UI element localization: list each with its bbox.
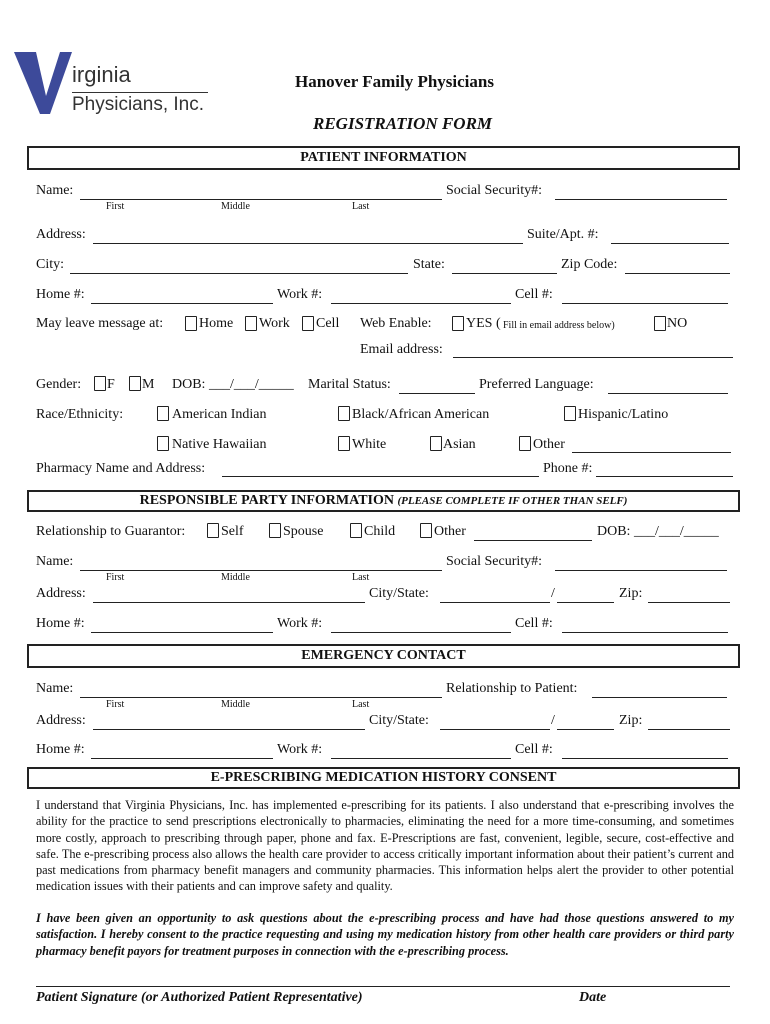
marital-field[interactable] (399, 393, 475, 394)
consent-agreement-text: I have been given an opportunity to ask questions about the e-prescribing process and have had those questions answered to my satisfaction. I hereby consent to the practice requesting and using my medication history from other health care providers or third party pharmacy benefit payors for treatment purposes in connection with the e-prescribing process. (36, 911, 734, 958)
gender-f-checkbox[interactable] (94, 376, 106, 391)
consent-header: E-PRESCRIBING MEDICATION HISTORY CONSENT (27, 767, 740, 789)
spouse-label: Spouse (283, 524, 324, 539)
child-checkbox[interactable] (350, 523, 362, 538)
other-guarantor-field[interactable] (474, 540, 592, 541)
responsible-party-title: RESPONSIBLE PARTY INFORMATION (139, 493, 394, 508)
black-checkbox[interactable] (338, 406, 350, 421)
spouse-checkbox[interactable] (269, 523, 281, 538)
rp-city-state-slash: / (551, 586, 555, 601)
rp-name-field[interactable] (80, 570, 442, 571)
state-field[interactable] (452, 273, 557, 274)
rp-state-field[interactable] (557, 602, 614, 603)
language-label: Preferred Language: (479, 377, 594, 392)
black-label: Black/African American (352, 407, 490, 422)
asian-checkbox[interactable] (430, 436, 442, 451)
child-label: Child (364, 524, 396, 539)
consent-agreement (36, 910, 734, 959)
other-guarantor-label: Other (434, 524, 466, 539)
rp-name-label: Name: (36, 554, 74, 569)
ec-city-state-label: City/State: (369, 713, 429, 728)
pharmacy-phone-field[interactable] (596, 476, 733, 477)
dob-label[interactable]: DOB: ___/___/_____ (172, 377, 294, 392)
ec-city-field[interactable] (440, 729, 550, 730)
language-field[interactable] (608, 393, 728, 394)
ec-relationship-field[interactable] (592, 697, 727, 698)
home-phone-label: Home #: (36, 287, 85, 302)
msg-cell-checkbox[interactable] (302, 316, 314, 331)
rp-address-label: Address: (36, 586, 86, 601)
other-race-field[interactable] (572, 452, 731, 453)
state-label: State: (413, 257, 445, 272)
city-label: City: (36, 257, 65, 272)
rp-work-label: Work #: (277, 616, 323, 631)
consent-text: I understand that Virginia Physicians, Inc. has implemented e-prescribing for its patients. I also understand that e-prescribing involves the ability for the practice to send prescriptions electronically to pharmacies, eliminating the need for a more time-consuming, and sometimes more costly, approach to prescribing through paper, phone and fax. E-Prescriptions are fast, convenient, legible, secure, cost-effective and safe. The e-prescribing process also allows the health care provider to access critically important information about their patient’s current and past medications from pharmacy benefit managers and community pharmacies. This information helps alert the provider to other potential medication issues with their patients and can improve safety and quality. (36, 798, 734, 894)
ec-zip-field[interactable] (648, 729, 730, 730)
asian-label: Asian (443, 437, 476, 452)
rp-home-label: Home #: (36, 616, 85, 631)
middle-label: Middle (221, 201, 250, 212)
rp-city-state-label: City/State: (369, 586, 429, 601)
hispanic-checkbox[interactable] (564, 406, 576, 421)
emergency-contact-header: EMERGENCY CONTACT (27, 644, 740, 668)
american-indian-label: American Indian (172, 407, 267, 422)
rp-zip-field[interactable] (648, 602, 730, 603)
logo-v-mark (14, 48, 74, 118)
address-field[interactable] (93, 243, 523, 244)
web-yes-note: Fill in email address below) (503, 320, 615, 331)
ec-zip-label: Zip: (619, 713, 643, 728)
msg-home-checkbox[interactable] (185, 316, 197, 331)
address-label: Address: (36, 227, 86, 242)
gender-m-label: M (142, 377, 155, 392)
rp-ssn-label: Social Security#: (446, 554, 543, 569)
self-label: Self (221, 524, 244, 539)
ec-address-field[interactable] (93, 729, 365, 730)
work-phone-label: Work #: (277, 287, 323, 302)
responsible-party-header (27, 490, 740, 512)
city-field[interactable] (70, 273, 408, 274)
logo-line2: Physicians, Inc. (72, 94, 204, 115)
hawaiian-checkbox[interactable] (157, 436, 169, 451)
rp-city-field[interactable] (440, 602, 550, 603)
leave-message-label: May leave message at: (36, 316, 164, 331)
suite-label: Suite/Apt. #: (527, 227, 599, 242)
msg-work-checkbox[interactable] (245, 316, 257, 331)
rp-address-field[interactable] (93, 602, 365, 603)
rp-middle-label: Middle (221, 572, 250, 583)
relationship-guarantor-label: Relationship to Guarantor: (36, 524, 186, 539)
rp-home-field[interactable] (91, 632, 273, 633)
ssn-field[interactable] (555, 199, 727, 200)
cell-phone-field[interactable] (562, 303, 728, 304)
web-yes-label: YES ( (466, 316, 501, 331)
date-label: Date (579, 990, 607, 1005)
rp-zip-label: Zip: (619, 586, 643, 601)
american-indian-checkbox[interactable] (157, 406, 169, 421)
pharmacy-label: Pharmacy Name and Address: (36, 461, 206, 476)
email-label: Email address: (360, 342, 443, 357)
ec-work-field[interactable] (331, 758, 511, 759)
ec-work-label: Work #: (277, 742, 323, 757)
rp-ssn-field[interactable] (555, 570, 727, 571)
home-phone-field[interactable] (91, 303, 273, 304)
other-race-checkbox[interactable] (519, 436, 531, 451)
zip-label: Zip Code: (561, 257, 618, 272)
cell-phone-label: Cell #: (515, 287, 553, 302)
other-guarantor-checkbox[interactable] (420, 523, 432, 538)
practice-name: Hanover Family Physicians (295, 72, 494, 91)
ec-address-label: Address: (36, 713, 86, 728)
rp-cell-field[interactable] (562, 632, 728, 633)
rp-last-label: Last (352, 572, 370, 583)
first-label: First (106, 201, 125, 212)
email-field[interactable] (453, 357, 733, 358)
patient-name-field[interactable] (80, 199, 442, 200)
ec-home-label: Home #: (36, 742, 85, 757)
consent-paragraph (36, 797, 734, 895)
work-phone-field[interactable] (331, 303, 511, 304)
last-label: Last (352, 201, 370, 212)
ec-cell-field[interactable] (562, 758, 728, 759)
hawaiian-label: Native Hawaiian (172, 437, 267, 452)
ec-name-label: Name: (36, 681, 74, 696)
form-title: REGISTRATION FORM (313, 114, 493, 133)
pharmacy-phone-label: Phone #: (543, 461, 593, 476)
zip-field[interactable] (625, 273, 730, 274)
ssn-label: Social Security#: (446, 183, 543, 198)
ec-city-state-slash: / (551, 713, 555, 728)
msg-home-label: Home (199, 316, 234, 331)
white-checkbox[interactable] (338, 436, 350, 451)
signature-label: Patient Signature (or Authorized Patient Representative) (36, 990, 363, 1005)
patient-info-header: PATIENT INFORMATION (27, 146, 740, 170)
white-label: White (352, 437, 387, 452)
patient-name-label: Name: (36, 183, 74, 198)
ec-relationship-label: Relationship to Patient: (446, 681, 578, 696)
signature-line[interactable] (36, 986, 730, 987)
race-label: Race/Ethnicity: (36, 407, 124, 422)
responsible-party-note: (PLEASE COMPLETE IF OTHER THAN SELF) (397, 495, 628, 507)
logo (14, 48, 214, 120)
rp-work-field[interactable] (331, 632, 511, 633)
suite-field[interactable] (611, 243, 729, 244)
self-checkbox[interactable] (207, 523, 219, 538)
ec-first-label: First (106, 699, 125, 710)
msg-cell-label: Cell (316, 316, 340, 331)
msg-work-label: Work (259, 316, 290, 331)
ec-home-field[interactable] (91, 758, 273, 759)
web-enable-label: Web Enable: (360, 316, 432, 331)
logo-line1: irginia (72, 62, 131, 87)
ec-cell-label: Cell #: (515, 742, 553, 757)
ec-middle-label: Middle (221, 699, 250, 710)
marital-label: Marital Status: (308, 377, 391, 392)
gender-label: Gender: (36, 377, 82, 392)
guarantor-dob-label[interactable]: DOB: ___/___/_____ (597, 524, 719, 539)
rp-first-label: First (106, 572, 125, 583)
gender-f-label: F (107, 377, 115, 392)
ec-state-field[interactable] (557, 729, 614, 730)
gender-m-checkbox[interactable] (129, 376, 141, 391)
ec-last-label: Last (352, 699, 370, 710)
web-no-label: NO (667, 316, 688, 331)
web-yes-checkbox[interactable] (452, 316, 464, 331)
other-race-label: Other (533, 437, 565, 452)
hispanic-label: Hispanic/Latino (578, 407, 669, 422)
rp-cell-label: Cell #: (515, 616, 553, 631)
pharmacy-field[interactable] (222, 476, 539, 477)
ec-name-field[interactable] (80, 697, 442, 698)
web-no-checkbox[interactable] (654, 316, 666, 331)
